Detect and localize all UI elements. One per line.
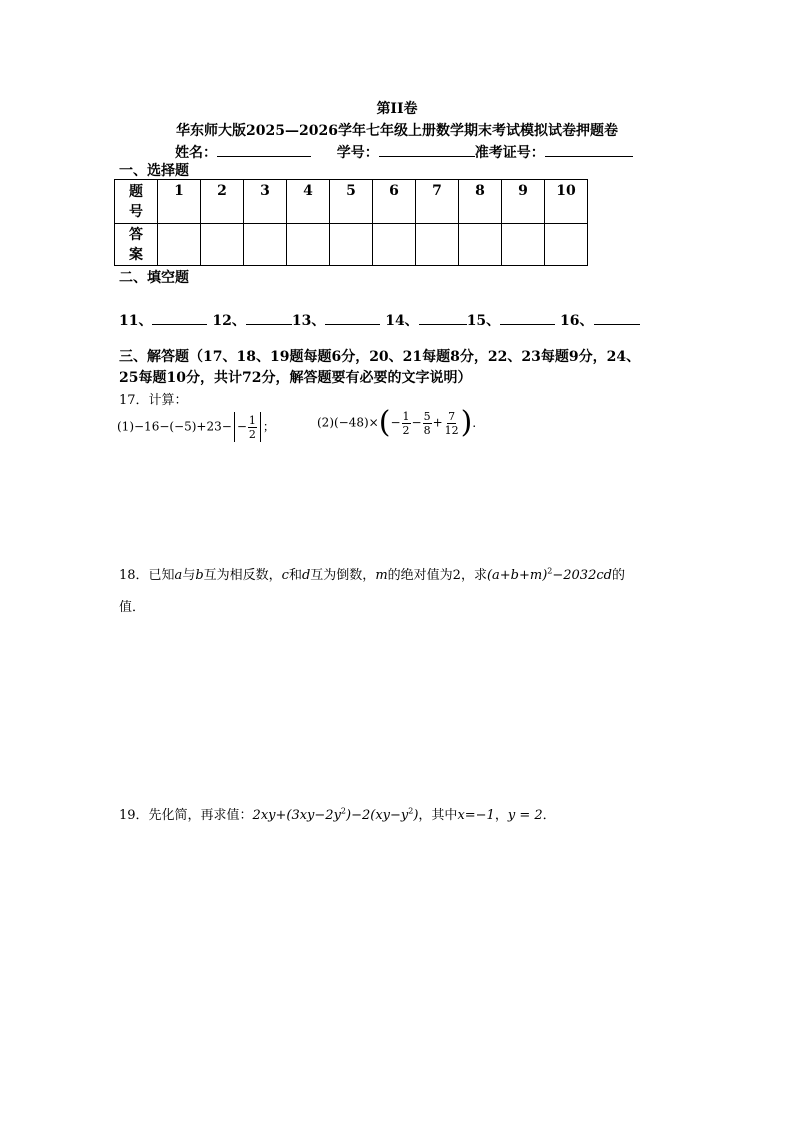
answer-cell[interactable]: [158, 224, 201, 266]
name-label: 姓名：: [175, 145, 217, 161]
question-number-cell: 3: [244, 180, 287, 224]
exam-number-label: 准考证号：: [474, 145, 545, 161]
fill-blank[interactable]: [325, 310, 380, 325]
row-header-answer: 答 案: [115, 224, 158, 266]
answer-cell[interactable]: [373, 224, 416, 266]
fill-blank[interactable]: [246, 310, 292, 325]
fill-item-label: 12、: [212, 313, 246, 329]
section-fill-title: 二、填空题: [119, 270, 189, 286]
student-info-line: [175, 142, 633, 162]
section-choice-title: 一、选择题: [119, 163, 189, 179]
q19-line: 19．先化简，再求值：$2xy+(3xy-2y^2)-2(xy-y^2)$，其中x=−1，y = 2．: [119, 806, 556, 823]
answer-cell[interactable]: [287, 224, 330, 266]
answer-cell[interactable]: [244, 224, 287, 266]
section-solve-title-line2: 25每题10分，共计72分，解答题要有必要的文字说明）: [119, 370, 472, 386]
fill-item-label: 13、: [291, 313, 326, 329]
question-number-cell: 5: [330, 180, 373, 224]
section-solve-title-line1: 三、解答题（17、18、19题每题6分，20、21每题8分，22、23每题9分，24、: [119, 349, 641, 365]
question-number-cell: 6: [373, 180, 416, 224]
question-number-cell: 7: [416, 180, 459, 224]
q17-label: 17．计算：: [119, 393, 188, 408]
student-id-field[interactable]: [379, 142, 475, 157]
answer-cell[interactable]: [416, 224, 459, 266]
fill-blank[interactable]: [152, 310, 207, 325]
exam-title: 华东师大版2025—2026学年七年级上册数学期末考试模拟试卷押题卷: [176, 123, 618, 139]
name-field[interactable]: [217, 142, 311, 157]
question-number-cell: 4: [287, 180, 330, 224]
student-id-label: 学号：: [336, 145, 379, 161]
answer-table: [114, 179, 588, 266]
q18-line1: 18．已知a与b互为相反数，c和d互为倒数，m的绝对值为2，求$(a+b+m)^2-2032cd$的: [119, 566, 625, 583]
question-number-cell: 10: [545, 180, 588, 224]
fill-item-label: 11、: [119, 313, 153, 329]
fill-blank[interactable]: [594, 310, 640, 325]
fill-item-label: 16、: [560, 313, 594, 329]
answer-cell[interactable]: [330, 224, 373, 266]
fill-item-label: 14、: [385, 313, 419, 329]
fill-blank[interactable]: [500, 310, 555, 325]
question-number-cell: 9: [502, 180, 545, 224]
answer-cell[interactable]: [201, 224, 244, 266]
fill-blank[interactable]: [419, 310, 467, 325]
q17-part1: (1)−16−(−5)+23− − $\frac{1}{2}$ ；: [117, 413, 275, 441]
answer-cell[interactable]: [502, 224, 545, 266]
fill-item-label: 15、: [466, 313, 501, 329]
table-row-numbers: [115, 180, 588, 224]
volume-title: 第II卷: [376, 101, 418, 117]
table-row-answers: [115, 224, 588, 266]
fill-blank-line: [119, 310, 640, 330]
answer-cell[interactable]: [459, 224, 502, 266]
question-number-cell: 2: [201, 180, 244, 224]
q18-line2: 值．: [119, 600, 146, 615]
question-number-cell: 1: [158, 180, 201, 224]
question-number-cell: 8: [459, 180, 502, 224]
exam-number-field[interactable]: [545, 142, 633, 157]
row-header-number: 题 号: [115, 180, 158, 224]
answer-cell[interactable]: [545, 224, 588, 266]
q17-part2: (2)(−48)×(− $\frac{1}{2}$ − $\frac{5}{8}$ + $\frac{7}{12}$ )．: [317, 405, 485, 440]
